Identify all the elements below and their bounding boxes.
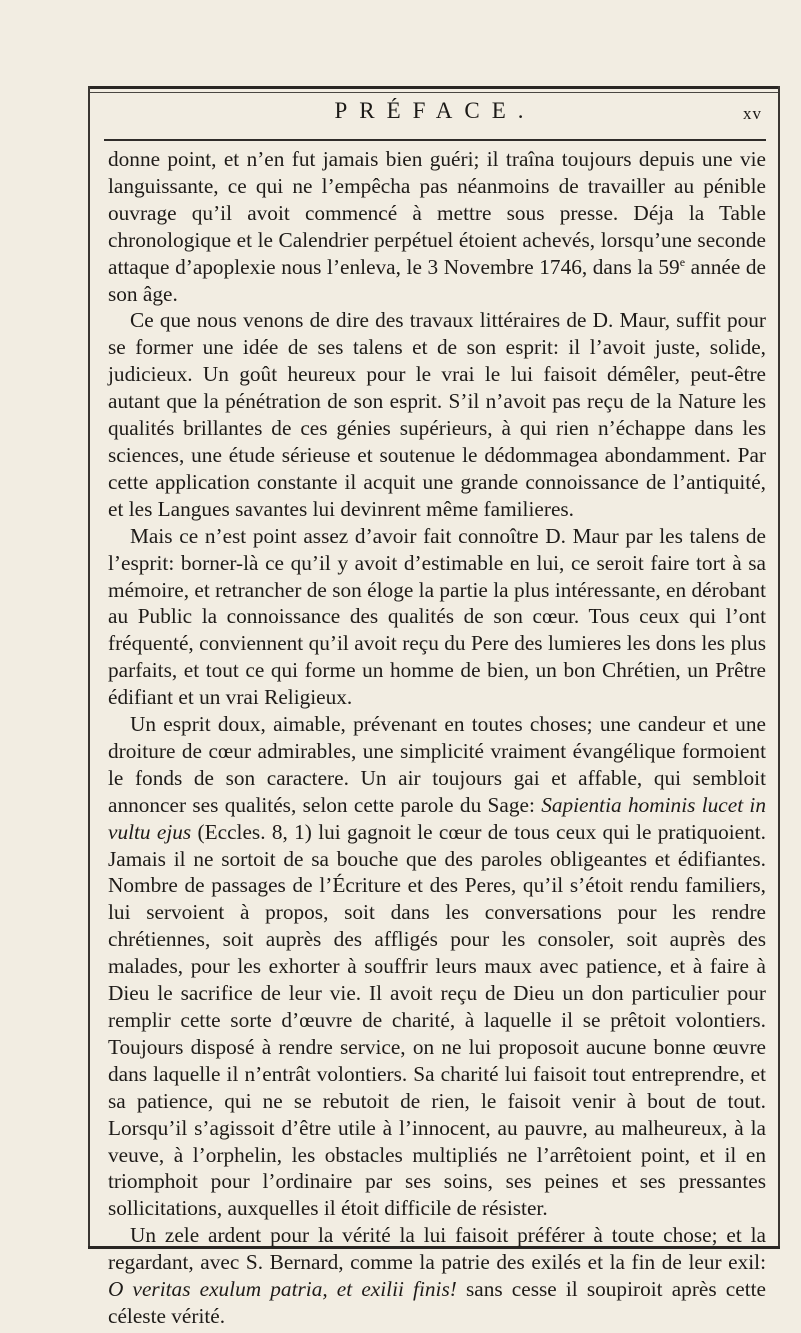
header-rule	[104, 139, 766, 141]
frame-right-rule	[778, 86, 780, 1248]
paragraph-text: (Eccles. 8, 1) lui gagnoit le cœur de tous ceux qui le pratiquoient. Jamais il ne sortoit de sa bouche que des paroles obligeantes et édifiantes. Nombre de passages de l’Écriture et des Peres, qu’il s’étoit rendu familiers, lui servoient à propos, soit dans les conversations pour les rendre chrétiennes, soit auprès des affligés pour les consoler, soit auprès des malades, pour les exhorter à souffrir leurs maux avec patience, et à faire à Dieu le sacrifice de leur vie. Il avoit reçu de Dieu un don particulier pour remplir cette sorte d’œuvre de charité, à laquelle il se prêtoit volontiers. Toujours disposé à rendre service, on ne lui proposoit aucune bonne œuvre dans laquelle il n’entrât volontiers. Sa charité lui faisoit tout entreprendre, et sa patience, qui ne se rebutoit de rien, le faisoit venir à bout de tout. Lorsqu’il s’agissoit d’être utile à l’innocent, au pauvre, au malheureux, à la veuve, à l’orphelin, les obstacles multipliés ne l’arrêtoient point, et il en triomphoit pour l’ordinaire par ses soins, ses peines et ses pressantes sollicitations, auxquelles il étoit difficile de résister.	[108, 819, 767, 1221]
paragraph-text: année de son âge.	[108, 254, 766, 306]
latin-quotation: O veritas exulum patria, et exilii finis!	[108, 1277, 457, 1302]
paragraph-p1	[108, 146, 766, 307]
paragraph-text: Ce que nous venons de dire des travaux littéraires de D. Maur, suffit pour se former une idée de ses talens et de son esprit: il l’avoit juste, solide, judicieux. Un goût heureux pour le vrai le lui faisoit démêler, peut-être autant que la pénétration de son esprit. S’il n’avoit pas reçu de la Nature les qualités brillantes de ces génies supérieurs, à qui rien n’échappe dans les sciences, une étude sérieuse et soutenue le dédommagea abondamment. Par cette application constante il acquit une grande connoissance de l’antiquité, et les Langues savantes lui devinrent même familieres.	[108, 308, 766, 521]
paragraph-p4	[108, 711, 766, 1222]
page-title: PRÉFACE.	[334, 98, 536, 123]
paragraph-p3	[108, 523, 766, 711]
page-number: xv	[743, 104, 762, 123]
paragraph-p2	[108, 307, 766, 522]
paragraph-text: sans cesse il soupiroit après cette céleste vérité.	[108, 1277, 766, 1328]
paragraph-text: Un esprit doux, aimable, prévenant en toutes choses; une candeur et une droiture de cœur admirables, une simplicité vraiment évangélique formoient le fonds de son caractere. Un air toujours gai et affable, qui sembloit annoncer ses qualités, selon cette parole du Sage:	[108, 712, 766, 817]
running-head	[0, 96, 801, 132]
frame-left-rule	[88, 86, 90, 1248]
paragraph-text: Un zele ardent pour la vérité la lui faisoit préférer à toute chose; et la regardant, avec S. Bernard, comme la patrie des exilés et la fin de leur exil:	[108, 1223, 766, 1275]
body-text	[108, 146, 766, 1330]
paragraph-text: Mais ce n’est point assez d’avoir fait connoître D. Maur par les talens de l’esprit: borner-là ce qu’il y avoit d’estimable en lui, ce seroit faire tort à sa mémoire, et retrancher de son éloge la partie la plus intéressante, en dérobant au Public la connoissance des qualités de son cœur. Tous ceux qui l’ont fréquenté, conviennent qu’il avoit reçu du Pere des lumieres les dons les plus parfaits, et tout ce qui forme un homme de bien, un bon Chrétien, un Prêtre édifiant et un vrai Religieux.	[108, 523, 766, 710]
paragraph-p5	[108, 1222, 766, 1330]
latin-quotation: Sapientia hominis lucet in vultu ejus	[108, 792, 766, 844]
paragraph-text: donne point, et n’en fut jamais bien guéri; il traîna toujours depuis une vie languissante, ce qui ne l’empêcha pas néanmoins de travailler au pénible ouvrage qu’il avoit commencé à mettre sous presse. Déja la Table chronologique et le Calendrier perpétuel étoient achevés, lorsqu’une seconde attaque d’apoplexie nous l’enleva, le 3 Novembre 1746, dans la 59	[108, 147, 766, 279]
frame-top-thin-rule	[88, 92, 780, 93]
frame-top-rule	[88, 86, 780, 89]
ordinal-superscript: e	[679, 254, 686, 269]
